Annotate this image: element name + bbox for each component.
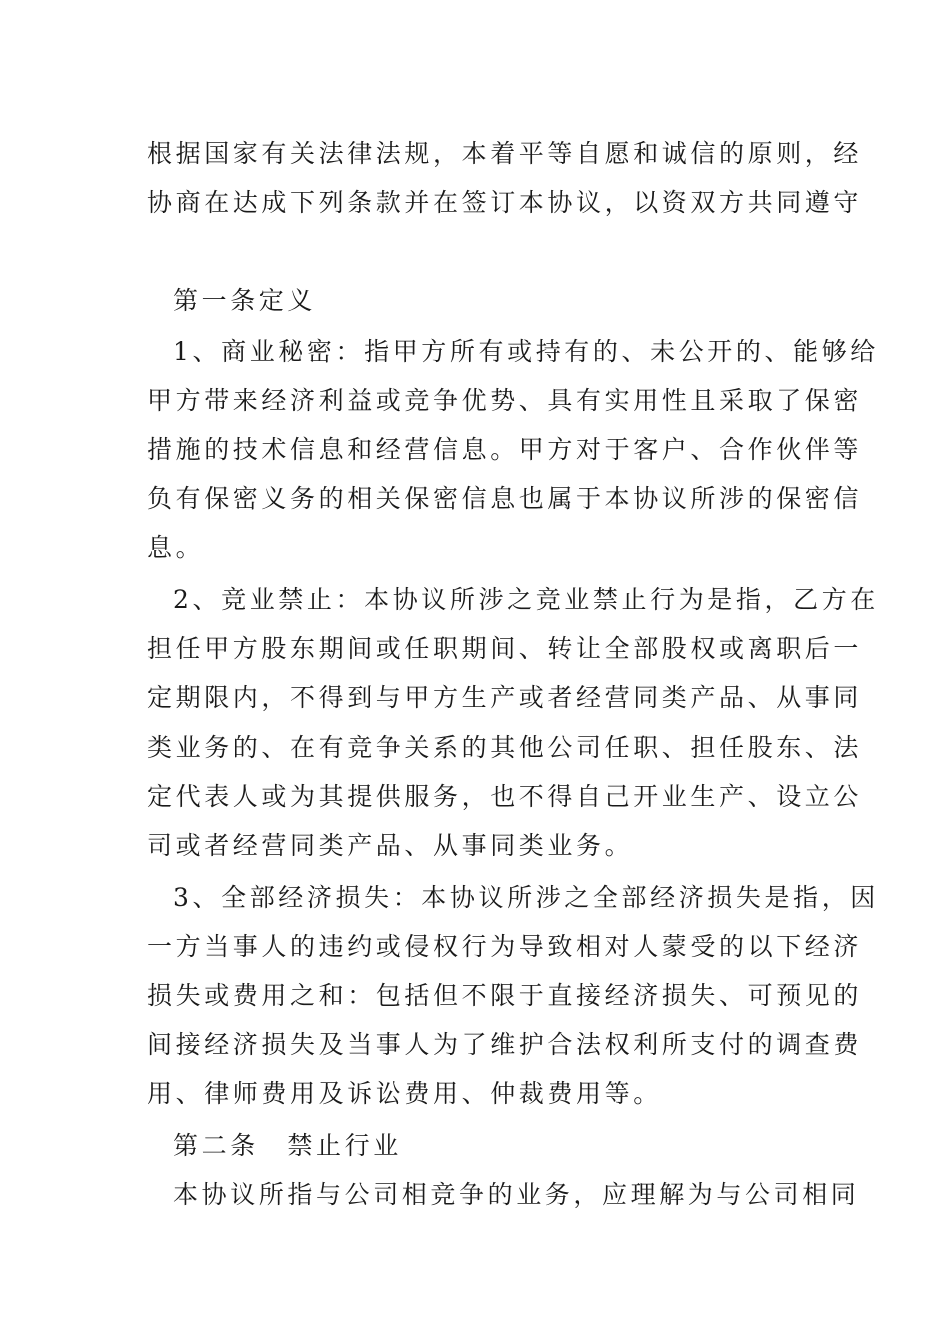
clause-3-line-5: 用、律师费用及诉讼费用、仲裁费用等。 bbox=[147, 1079, 662, 1108]
clause-2-line-6: 司或者经营同类产品、从事同类业务。 bbox=[147, 831, 634, 860]
clause-1-line-5: 息。 bbox=[147, 533, 205, 562]
clause-2-line-3: 定期限内，不得到与甲方生产或者经营同类产品、从事同 bbox=[147, 683, 863, 712]
preamble-line-1: 根据国家有关法律法规，本着平等自愿和诚信的原则，经 bbox=[147, 139, 863, 168]
clause-1-line-4: 负有保密义务的相关保密信息也属于本协议所涉的保密信 bbox=[147, 484, 863, 513]
clause-1-line-1: 1、商业秘密：指甲方所有或持有的、未公开的、能够给 bbox=[173, 337, 879, 366]
article-1-heading: 第一条定义 bbox=[173, 286, 317, 315]
clause-3-line-4: 间接经济损失及当事人为了维护合法权利所支付的调查费 bbox=[147, 1030, 863, 1059]
clause-2-line-2: 担任甲方股东期间或任职期间、转让全部股权或离职后一 bbox=[147, 634, 863, 663]
preamble-line-2: 协商在达成下列条款并在签订本协议，以资双方共同遵守 bbox=[147, 188, 863, 217]
clause-1-line-3: 措施的技术信息和经营信息。甲方对于客户、合作伙伴等 bbox=[147, 435, 863, 464]
clause-3-line-2: 一方当事人的违约或侵权行为导致相对人蒙受的以下经济 bbox=[147, 932, 863, 961]
clause-3-line-3: 损失或费用之和：包括但不限于直接经济损失、可预见的 bbox=[147, 981, 863, 1010]
clause-2-line-1: 2、竞业禁止：本协议所涉之竞业禁止行为是指，乙方在 bbox=[173, 585, 879, 614]
clause-2-line-5: 定代表人或为其提供服务，也不得自己开业生产、设立公 bbox=[147, 782, 863, 811]
clause-3-line-1: 3、全部经济损失：本协议所涉之全部经济损失是指，因 bbox=[173, 883, 879, 912]
article-2-body-line-1: 本协议所指与公司相竞争的业务，应理解为与公司相同 bbox=[173, 1180, 860, 1209]
article-2-heading: 第二条 禁止行业 bbox=[173, 1131, 402, 1160]
clause-2-line-4: 类业务的、在有竞争关系的其他公司任职、担任股东、法 bbox=[147, 733, 863, 762]
clause-1-line-2: 甲方带来经济利益或竞争优势、具有实用性且采取了保密 bbox=[147, 386, 863, 415]
